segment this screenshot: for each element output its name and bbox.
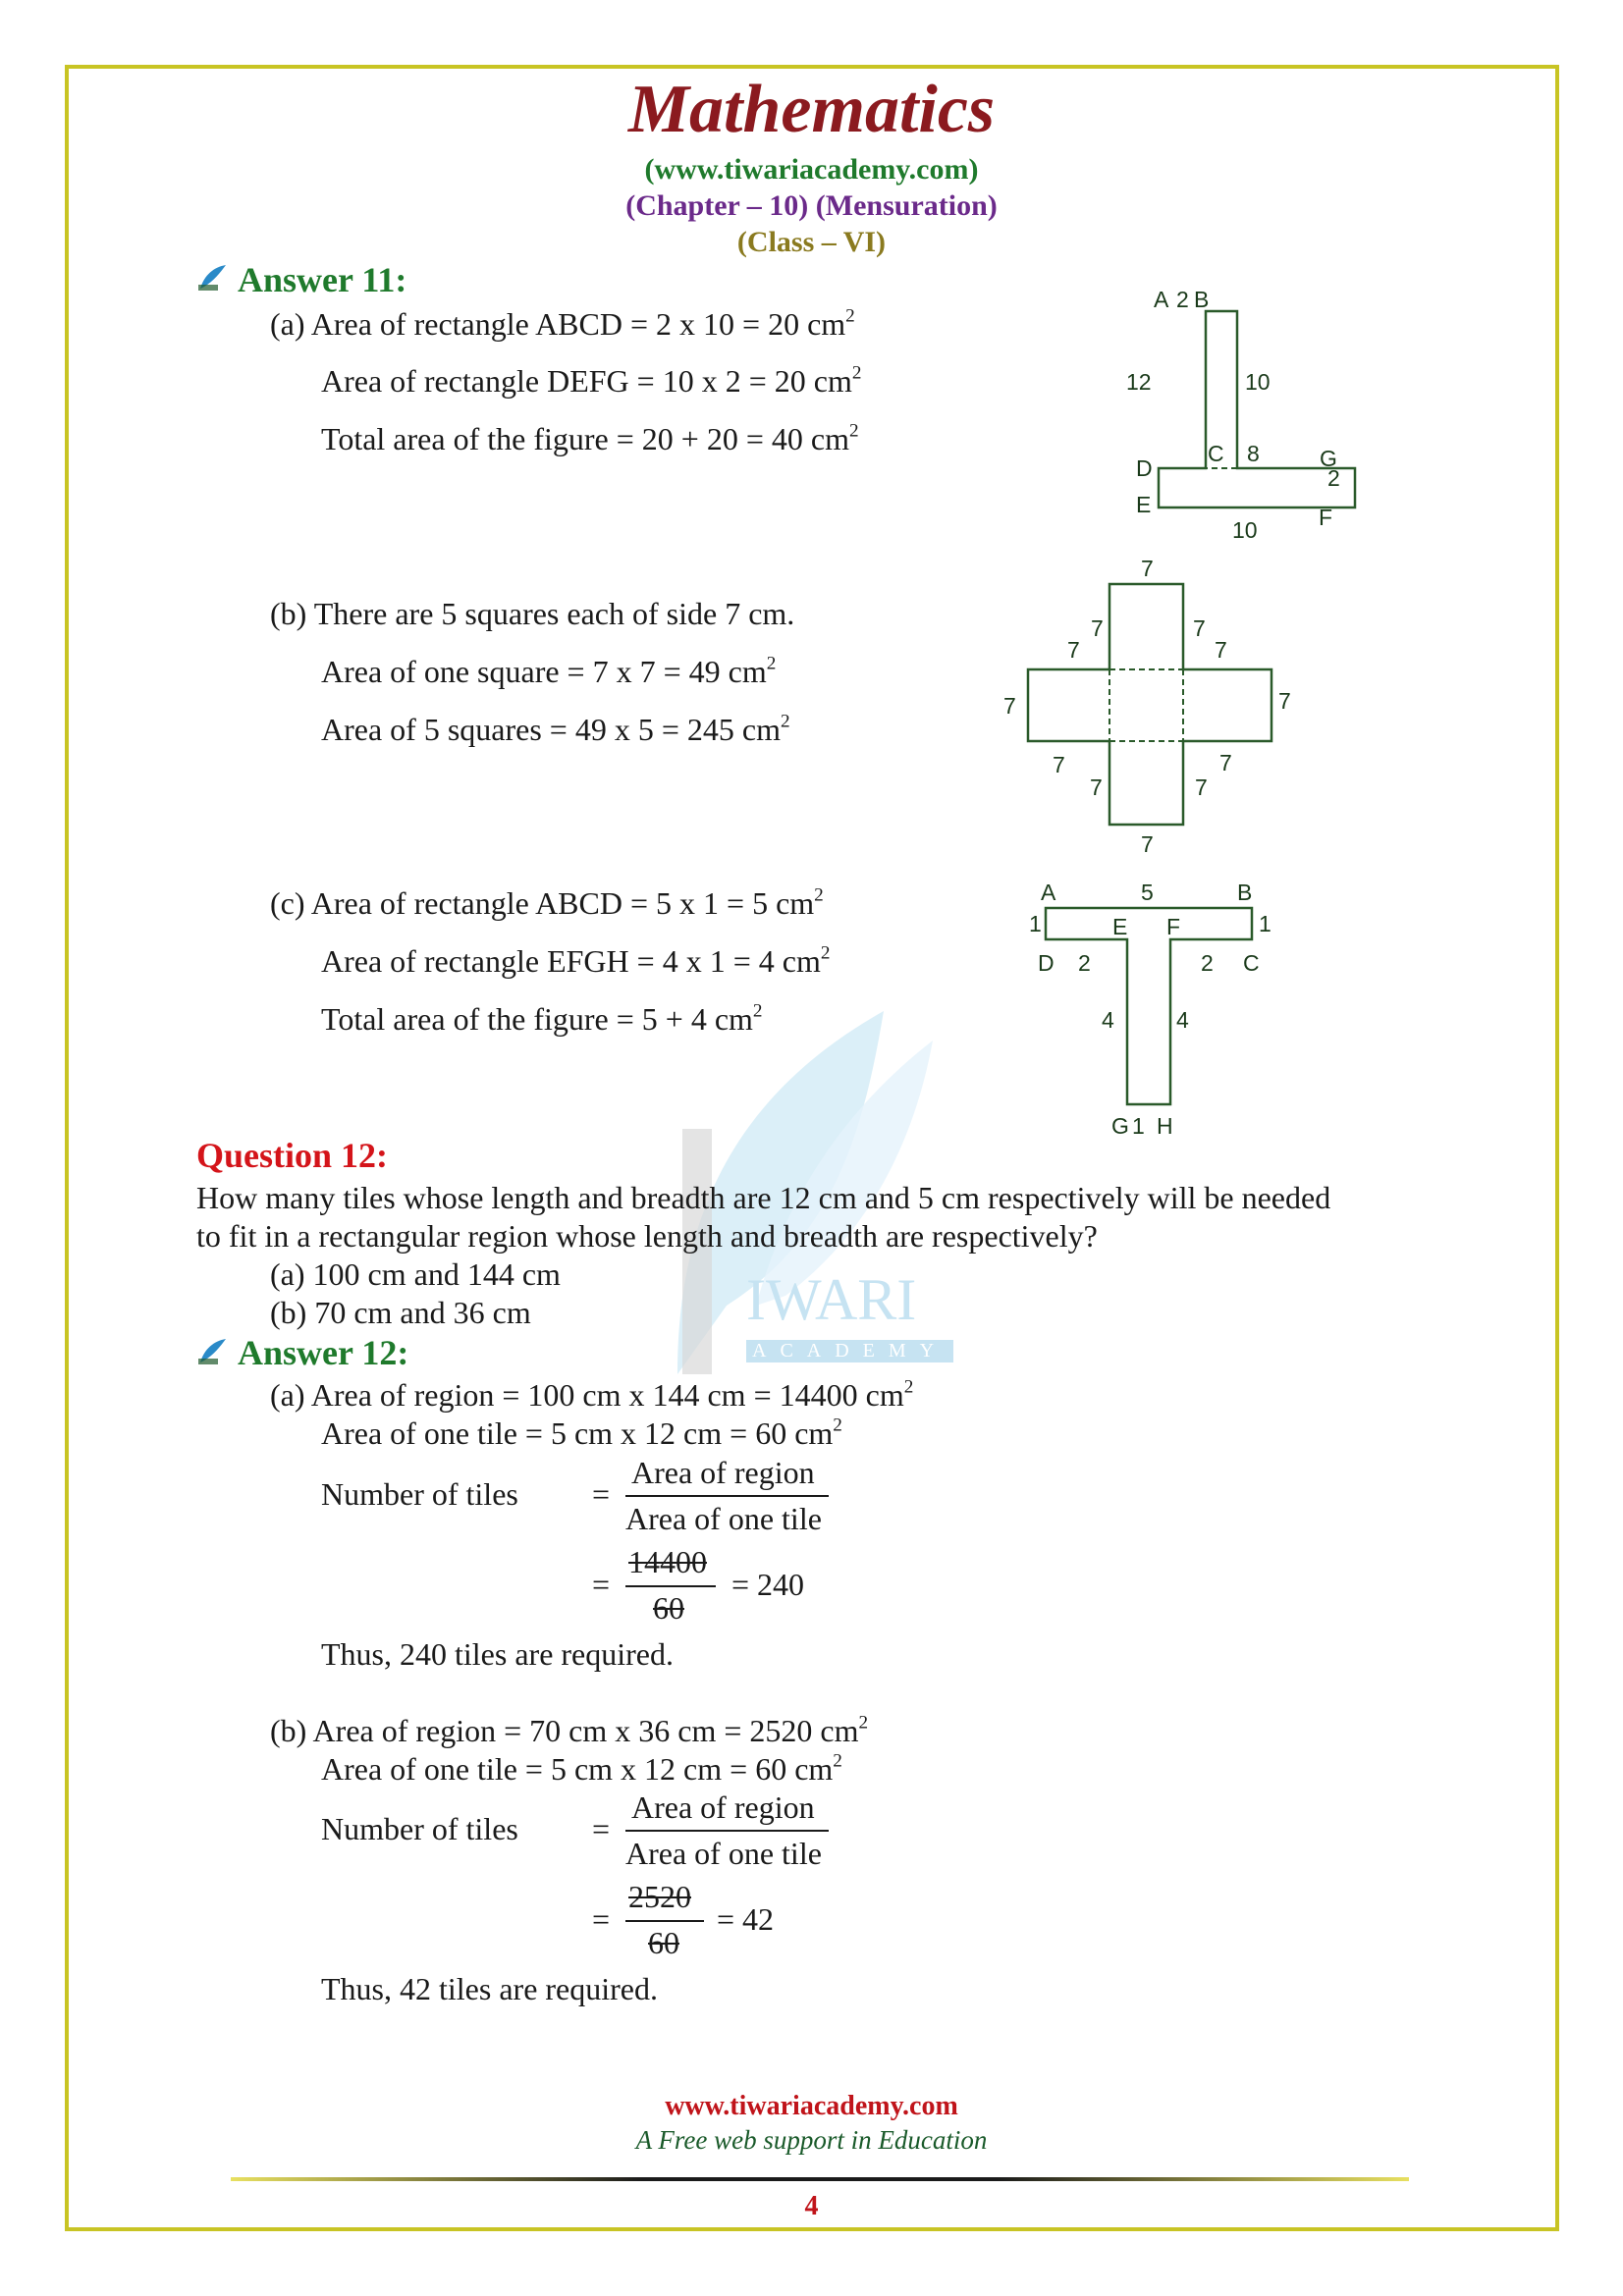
fig-a-label-left: 12 — [1126, 369, 1152, 395]
fig-c-label-one-right: 1 — [1259, 911, 1271, 936]
fig-c-label-two-left: 2 — [1078, 950, 1091, 976]
fraction-bar — [625, 1830, 829, 1832]
figure-t-shape — [1011, 869, 1286, 1139]
page-title: Mathematics — [627, 72, 996, 147]
fig-a-label-e: E — [1136, 492, 1152, 517]
watermark-text: IWARI — [746, 1267, 917, 1332]
answer-11-a-line-2: Area of rectangle DEFG = 10 x 2 = 20 $cm^2$ — [321, 362, 862, 399]
answer-11-c-line-1: (c) Area of rectangle ABCD = 5 x 1 = 5 $cm^2$ — [270, 884, 824, 921]
fraction-denominator-value: 60 — [653, 1590, 684, 1626]
fraction-numerator: Area of region — [631, 1789, 815, 1825]
watermark-subtext: ACADEMY — [746, 1340, 953, 1362]
fig-c-label-a: A — [1041, 880, 1056, 905]
answer-12-a-line-2: Area of one tile = 5 cm x 12 cm = 60 $cm^2$ — [321, 1415, 842, 1451]
fraction-result: = 240 — [731, 1567, 805, 1602]
answer-11-b-line-2: Area of one square = 7 x 7 = 49 $cm^2$ — [321, 653, 777, 689]
answer-11-c-line-3: Total area of the figure = 5 + 4 $cm^2$ — [321, 1000, 763, 1037]
answer-11-b-line-1: (b) There are 5 squares each of side 7 cm. — [270, 596, 795, 631]
fig-b-label-4: 7 — [1215, 637, 1227, 663]
fig-b-label-6: 7 — [1090, 774, 1103, 800]
answer-12-a-line-1: (a) Area of region = 100 cm x 144 cm = 14400 $cm^2$ — [270, 1376, 914, 1413]
fig-a-label-b: B — [1194, 287, 1210, 312]
answer-12-b-conclusion: Thus, 42 tiles are required. — [321, 1971, 658, 2006]
fraction-denominator: Area of one tile — [625, 1836, 822, 1871]
fig-c-label-top: 5 — [1141, 880, 1154, 905]
fig-a-label-right: 10 — [1245, 369, 1271, 395]
fig-a-label-g: G — [1320, 446, 1337, 471]
answer-12-heading: Answer 12: — [238, 1333, 409, 1372]
header-website: (www.tiwariacademy.com) — [644, 153, 979, 186]
answer-11-a-line-3: Total area of the figure = 20 + 20 = 40 $cm^2$ — [321, 420, 859, 456]
quill-logo-icon — [196, 263, 230, 293]
fraction-result: = 42 — [717, 1901, 775, 1937]
question-12-text-line-1: How many tiles whose length and breadth are 12 cm and 5 cm respectively will be needed — [196, 1180, 1331, 1215]
number-of-tiles-label: Number of tiles — [321, 1811, 518, 1846]
fig-c-label-f: F — [1166, 914, 1181, 939]
fig-b-label-2: 7 — [1067, 637, 1080, 663]
question-12-heading: Question 12: — [196, 1136, 389, 1175]
fig-b-label-bottom: 7 — [1141, 831, 1154, 857]
fraction-bar — [625, 1585, 716, 1587]
footer-website: www.tiwariacademy.com — [665, 2091, 958, 2121]
answer-11-heading: Answer 11: — [238, 260, 407, 299]
fig-a-label-top: 2 — [1176, 287, 1189, 312]
fig-a-label-two: 2 — [1327, 465, 1340, 491]
answer-11-b-line-3: Area of 5 squares = 49 x 5 = 245 $cm^2$ — [321, 711, 790, 747]
fig-b-label-right: 7 — [1278, 688, 1291, 714]
figure-l-shape — [1109, 280, 1365, 550]
fig-c-label-one-bottom: 1 — [1132, 1113, 1145, 1139]
header-class: (Class – VI) — [736, 226, 887, 258]
fig-a-label-d: D — [1136, 455, 1153, 481]
fig-b-label-1: 7 — [1091, 615, 1104, 641]
fraction-denominator-value: 60 — [648, 1925, 679, 1960]
fig-c-label-b: B — [1237, 880, 1253, 905]
fig-a-label-bottom: 10 — [1232, 517, 1258, 543]
question-12-text-line-2: to fit in a rectangular region whose length and breadth are respectively? — [196, 1218, 1098, 1254]
fraction-numerator-value: 14400 — [628, 1544, 707, 1579]
answer-12-a-conclusion: Thus, 240 tiles are required. — [321, 1636, 674, 1672]
equals-sign: = — [592, 1901, 611, 1937]
answer-12-b-line-2: Area of one tile = 5 cm x 12 cm = 60 $cm^2$ — [321, 1750, 842, 1787]
fig-c-label-one-left: 1 — [1029, 911, 1042, 936]
equals-sign: = — [592, 1811, 611, 1846]
answer-12-b-line-1: (b) Area of region = 70 cm x 36 cm = 2520 $cm^2$ — [270, 1712, 869, 1748]
question-12-option-b: (b) 70 cm and 36 cm — [270, 1295, 531, 1330]
fig-c-label-c: C — [1243, 950, 1260, 976]
fig-b-label-7: 7 — [1219, 750, 1232, 775]
fraction-denominator: Area of one tile — [625, 1501, 822, 1536]
fig-b-label-left: 7 — [1003, 693, 1016, 719]
page-number: 4 — [804, 2191, 819, 2221]
figure-cross — [987, 555, 1316, 864]
fig-a-label-eight: 8 — [1247, 441, 1260, 466]
equals-sign: = — [592, 1567, 611, 1602]
fig-b-label-5: 7 — [1053, 752, 1065, 777]
fig-c-label-h: H — [1157, 1113, 1173, 1139]
fraction-bar — [625, 1920, 704, 1922]
answer-11-c-line-2: Area of rectangle EFGH = 4 x 1 = 4 $cm^2$ — [321, 942, 831, 979]
fig-c-label-d: D — [1038, 950, 1055, 976]
fraction-numerator: Area of region — [631, 1455, 815, 1490]
fig-a-label-f: F — [1319, 505, 1333, 530]
fraction-numerator-value: 2520 — [628, 1879, 691, 1914]
footer-tagline: A Free web support in Education — [635, 2125, 988, 2155]
fig-b-label-3: 7 — [1193, 615, 1206, 641]
equals-sign: = — [592, 1476, 611, 1512]
fig-c-label-g: G — [1111, 1113, 1129, 1139]
fig-a-label-a: A — [1154, 287, 1169, 312]
fig-c-label-four-right: 4 — [1176, 1007, 1189, 1033]
fig-b-label-8: 7 — [1195, 774, 1208, 800]
fig-c-label-two-right: 2 — [1201, 950, 1214, 976]
answer-11-a-line-1: (a) Area of rectangle ABCD = 2 x 10 = 20 $cm^2$ — [270, 305, 855, 342]
fig-c-label-e: E — [1112, 914, 1128, 939]
quill-logo-icon — [196, 1337, 230, 1366]
header-chapter: (Chapter – 10) (Mensuration) — [625, 189, 998, 222]
fraction-bar — [625, 1495, 829, 1497]
fig-b-label-top: 7 — [1141, 556, 1154, 581]
fig-c-label-four-left: 4 — [1102, 1007, 1114, 1033]
number-of-tiles-label: Number of tiles — [321, 1476, 518, 1512]
fig-a-label-c: C — [1208, 441, 1224, 466]
footer-divider — [231, 2177, 1409, 2181]
question-12-option-a: (a) 100 cm and 144 cm — [270, 1256, 561, 1292]
